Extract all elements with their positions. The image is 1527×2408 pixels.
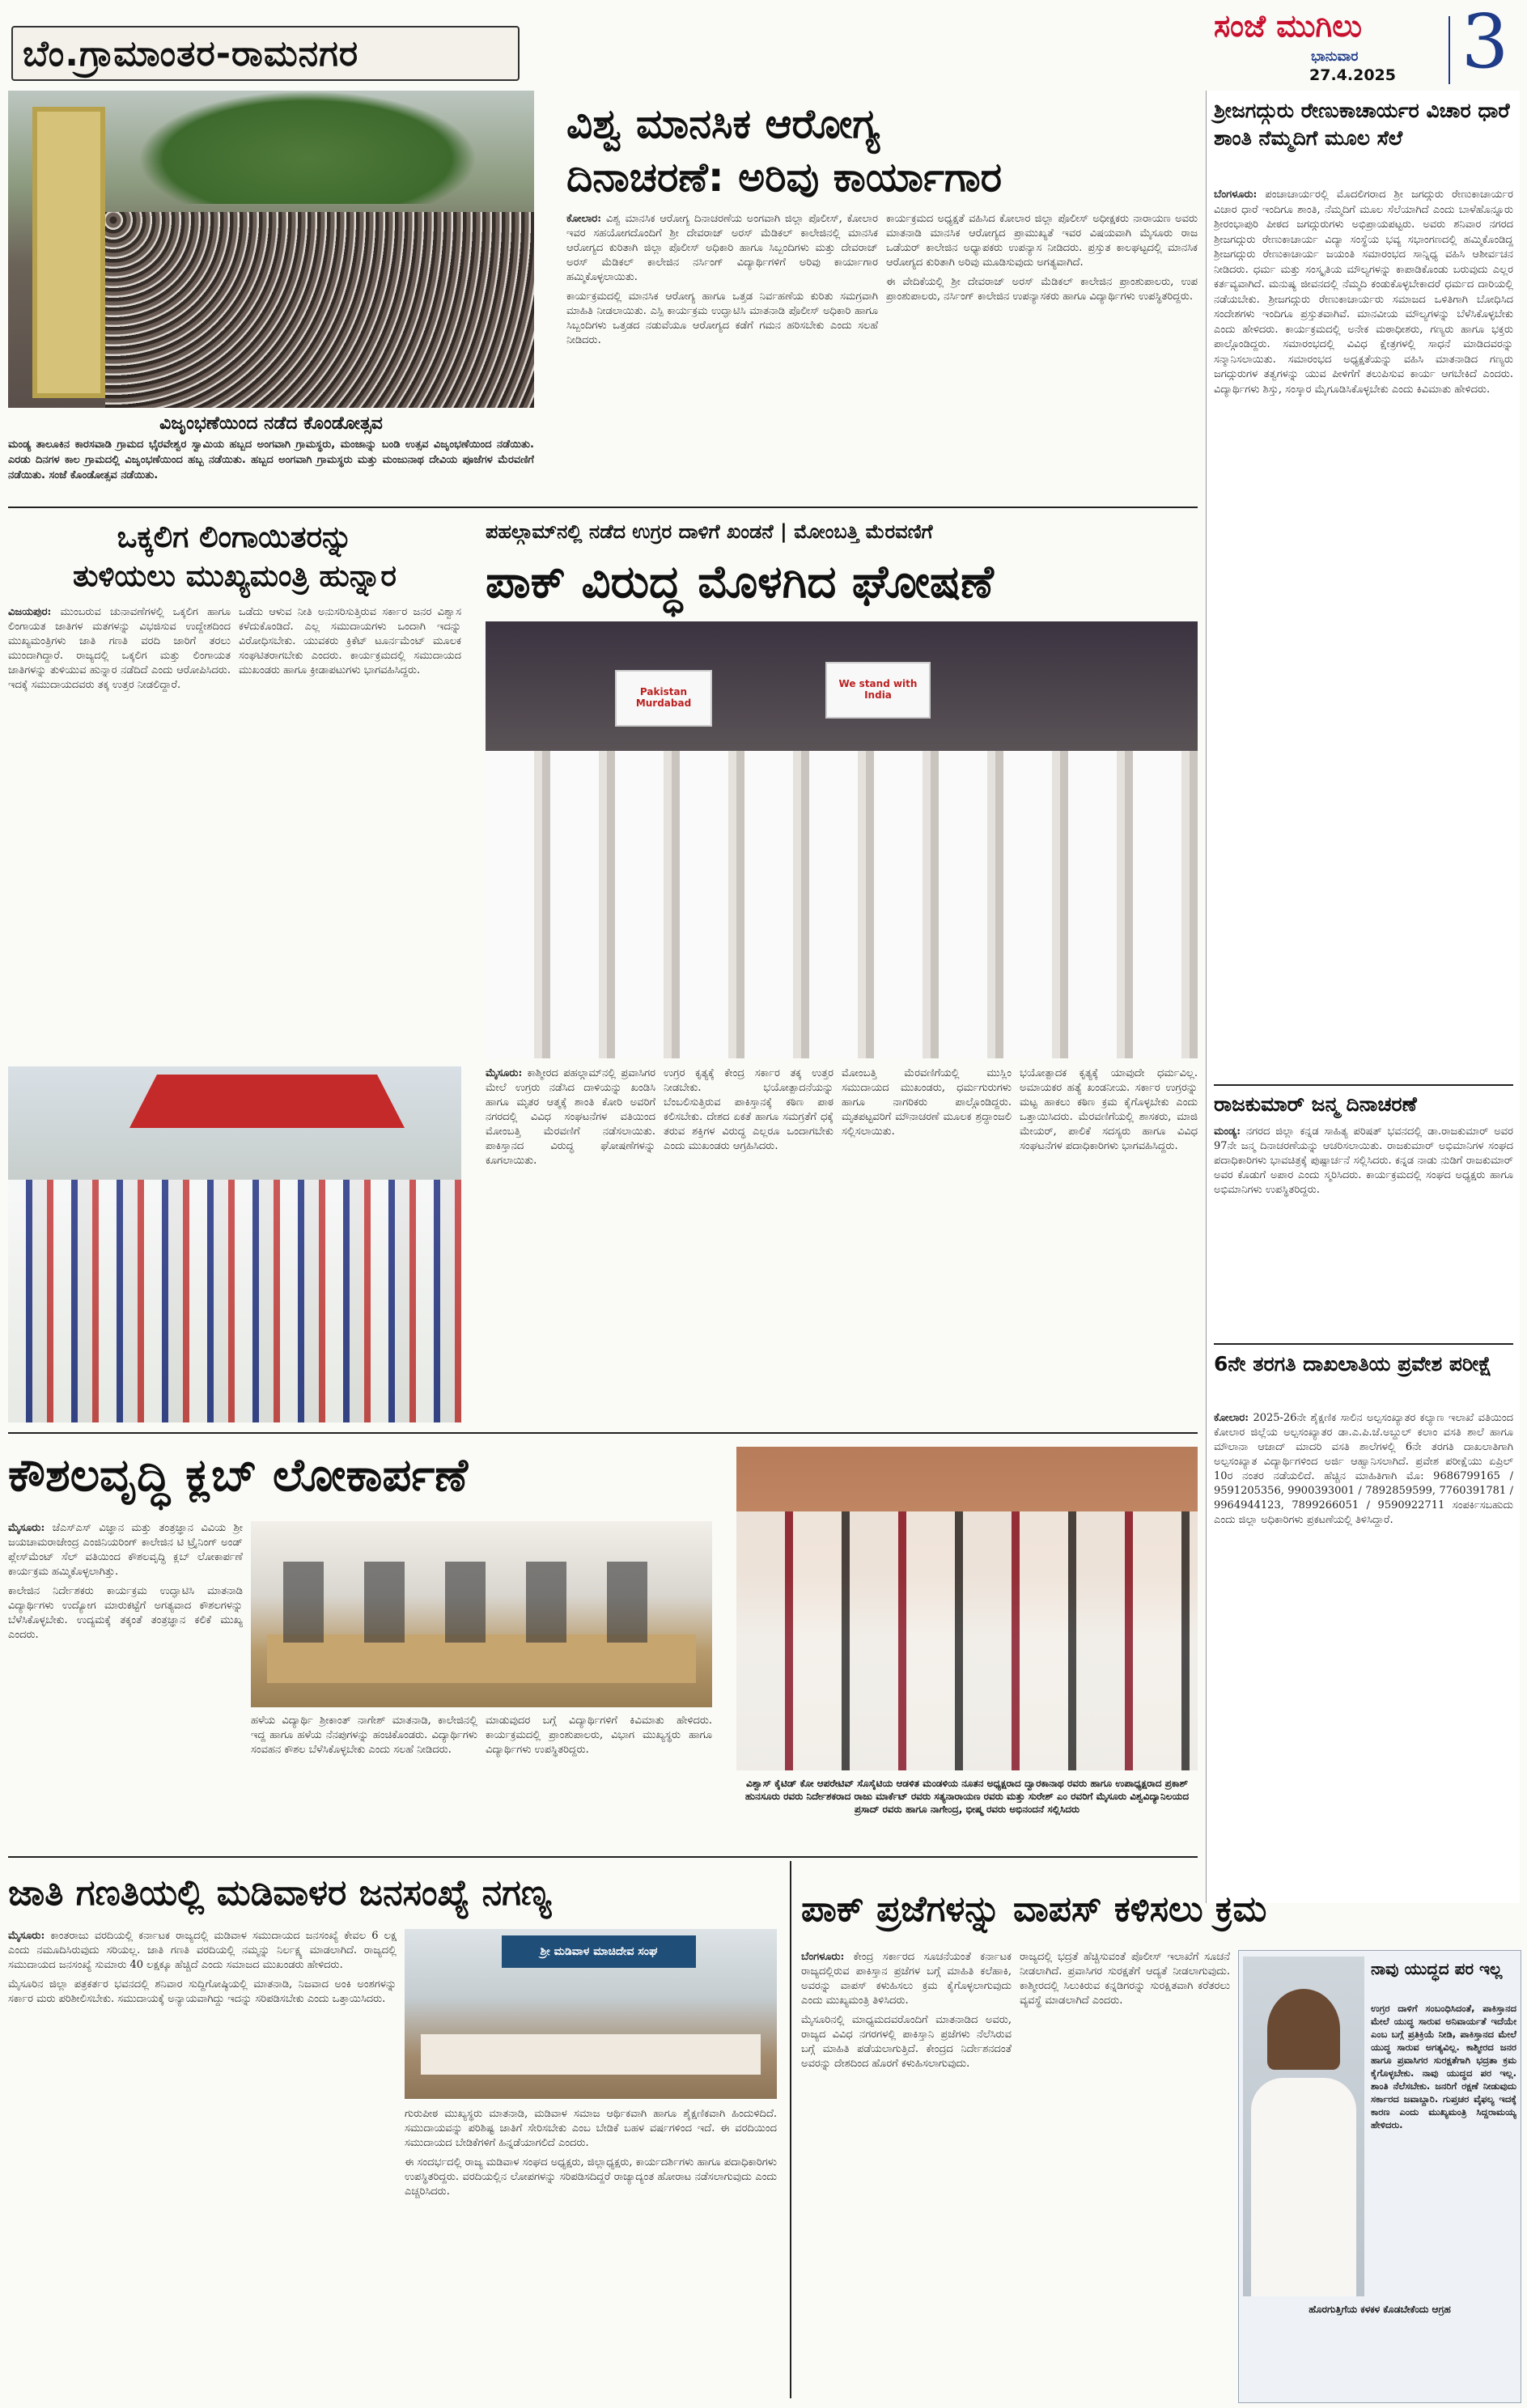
body-text: 2025-26ನೇ ಶೈಕ್ಷಣಿಕ ಸಾಲಿನ ಅಲ್ಪಸಂಖ್ಯಾತರ ಕಲ್ಯಾಣ ಇಲಾಖೆ ವತಿಯಿಂದ ಕೋಲಾರ ಜಿಲ್ಲೆಯ ಅಲ್ಪಸಂಖ್ಯಾತರ ಡಾ.ಎ.ಪಿ.ಜೆ.ಅಬ್ದುಲ್ ಕಲಾಂ ವಸತಿ ಶಾಲೆ ಹಾಗೂ ಮೌಲಾನಾ ಆಜಾದ್ ಮಾದರಿ ವಸತಿ ಶಾಲೆಗಳಲ್ಲಿ 6ನೇ ತರಗತಿ ದಾಖಲಾತಿಗಾಗಿ ಅಲ್ಪಸಂಖ್ಯಾತ ವಿದ್ಯಾರ್ಥಿಗಳಿಂದ ಅರ್ಜಿ ಆಹ್ವಾನಿಸಲಾಗಿದೆ. ಪ್ರವೇಶ ಪರೀಕ್ಷೆಯು ಏಪ್ರಿಲ್ 10ರ ನಂತರ ನಡೆಯಲಿದೆ. ಹೆಚ್ಚಿನ ಮಾಹಿತಿಗಾಗಿ ಮೊ: 9686799165 / 9591205356, 9900393001 / 7892859599, 7760391781 / 9964944123, 7899266051 / 9590922711 ಸಂಪರ್ಕಿಸಬಹುದು ಎಂದು ಜಿಲ್ಲಾ ಅಧಿಕಾರಿಗಳು ಪ್ರಕಟಣೆಯಲ್ಲಿ ತಿಳಿಸಿದ್ದಾರೆ. [1214,1412,1513,1526]
festival-crowd-photo [8,91,534,408]
felicitated-persons [736,1511,1198,1770]
protest-placard: Pakistan Murdabad [615,670,712,727]
body-text: ಮುಂಬರುವ ಚುನಾವಣೆಗಳಲ್ಲಿ ಒಕ್ಕಲಿಗ ಹಾಗೂ ಲಿಂಗಾಯತ ಜಾತಿಗಳ ಮತಗಳನ್ನು ವಿಭಜಿಸುವ ಉದ್ದೇಶದಿಂದ ಮುಖ್ಯಮಂತ್ರಿಗಳು ಜಾತಿ ಗಣತಿ ವರದಿ ಜಾರಿಗೆ ತರಲು ಮುಂದಾಗಿದ್ದಾರೆ. ರಾಜ್ಯದಲ್ಲಿ ಒಕ್ಕಲಿಗ ಮತ್ತು ಲಿಂಗಾಯತ ಜಾತಿಗಳನ್ನು ತುಳಿಯುವ ಹುನ್ನಾರ ನಡೆದಿದೆ ಎಂದು ಆರೋಪಿಸಿದರು. ಇದಕ್ಕೆ ಸಮುದಾಯದವರು ತಕ್ಕ ಉತ್ತರ ನೀಡಲಿದ್ದಾರೆ. [8,606,231,691]
body-text: ಕಾಶ್ಮೀರದ ಪಹಲ್ಗಾಮ್‌ನಲ್ಲಿ ಪ್ರವಾಸಿಗರ ಮೇಲೆ ಉಗ್ರರು ನಡೆಸಿದ ದಾಳಿಯನ್ನು ಖಂಡಿಸಿ ಹಾಗೂ ಮೃತರ ಆತ್ಮಕ್ಕೆ ಶಾಂತಿ ಕೋರಿ ಅವರಿಗೆ ನಗರದಲ್ಲಿ ವಿವಿಧ ಸಂಘಟನೆಗಳ ವತಿಯಿಂದ ಮೋಂಬತ್ತಿ ಮೆರವಣಿಗೆ ನಡೆಸಲಾಯಿತು. ಪಾಕಿಸ್ತಾನದ ವಿರುದ್ಧ ಘೋಷಣೆಗಳನ್ನು ಕೂಗಲಾಯಿತು. [486,1067,655,1167]
admission-body [1214,1411,1513,1872]
body-text: ನಗರದ ಜಿಲ್ಲಾ ಕನ್ನಡ ಸಾಹಿತ್ಯ ಪರಿಷತ್ ಭವನದಲ್ಲಿ ಡಾ.ರಾಜಕುಮಾರ್ ಅವರ 97ನೇ ಜನ್ಮ ದಿನಾಚರಣೆಯನ್ನು ಆಚರಿಸಲಾಯಿತು. ರಾಜಕುಮಾರ್ ಅಭಿಮಾನಿಗಳ ಸಂಘದ ಪದಾಧಿಕಾರಿಗಳು ಭಾವಚಿತ್ರಕ್ಕೆ ಪುಷ್ಪಾರ್ಚನೆ ಸಲ್ಲಿಸಿದರು. ಕನ್ನಡ ನಾಡು ನುಡಿಗೆ ರಾಜಕುಮಾರ್ ಅವರ ಕೊಡುಗೆ ಅಪಾರ ಎಂದು ಸ್ಮರಿಸಿದರು. ಕಾರ್ಯಕ್ರಮದಲ್ಲಿ ಸಂಘದ ಅಧ್ಯಕ್ಷರು ಹಾಗೂ ಅಭಿಮಾನಿಗಳು ಉಪಸ್ಥಿತರಿದ್ದರು. [1214,1126,1513,1196]
divider [8,507,1198,508]
body-text: ಕಾಲೇಜಿನ ನಿರ್ದೇಶಕರು ಕಾರ್ಯಕ್ರಮ ಉದ್ಘಾಟಿಸಿ ಮಾತನಾಡಿ ವಿದ್ಯಾರ್ಥಿಗಳು ಉದ್ಯೋಗ ಮಾರುಕಟ್ಟೆಗೆ ಅಗತ್ಯವಾದ ಕೌಶಲಗಳನ್ನು ಬೆಳೆಸಿಕೊಳ್ಳಬೇಕು. ಉದ್ಯಮಕ್ಕೆ ತಕ್ಕಂತೆ ತಂತ್ರಜ್ಞಾನ ಕಲಿಕೆ ಮುಖ್ಯ ಎಂದರು. [8,1585,243,1641]
publish-date: 27.4.2025 [1309,66,1396,84]
protest-crowd [486,751,1198,1058]
pak-citizens-headline: ಪಾಕ್ ಪ್ರಜೆಗಳನ್ನು ವಾಪಸ್ ಕಳಿಸಲು ಕ್ರಮ [801,1889,1267,1930]
body-text: ಈ ಸಂದರ್ಭದಲ್ಲಿ ರಾಜ್ಯ ಮಡಿವಾಳ ಸಂಘದ ಅಧ್ಯಕ್ಷರು, ಜಿಲ್ಲಾಧ್ಯಕ್ಷರು, ಕಾರ್ಯದರ್ಶಿಗಳು ಹಾಗೂ ಪದಾಧಿಕಾರಿಗಳು ಉಪಸ್ಥಿತರಿದ್ದರು. ವರದಿಯಲ್ಲಿನ ಲೋಪಗಳನ್ನು ಸರಿಪಡಿಸದಿದ್ದರೆ ರಾಜ್ಯಾದ್ಯಂತ ಹೋರಾಟ ನಡೆಸಲಾಗುವುದು ಎಂದು ಎಚ್ಚರಿಸಿದರು. [405,2156,777,2198]
press-table [421,2034,761,2075]
okkaliga-col2: ಒಡೆದು ಆಳುವ ನೀತಿ ಅನುಸರಿಸುತ್ತಿರುವ ಸರ್ಕಾರ ಜನರ ವಿಶ್ವಾಸ ಕಳೆದುಕೊಂಡಿದೆ. ಎಲ್ಲ ಸಮುದಾಯಗಳು ಒಂದಾಗಿ ಇದನ್ನು ವಿರೋಧಿಸಬೇಕು. ಯುವಕರು ಕ್ರಿಕೆಟ್ ಟೂರ್ನಮೆಂಟ್ ಮೂಲಕ ಸಂಘಟಿತರಾಗಬೇಕು ಎಂದರು. ಕಾರ್ಯಕ್ರಮದಲ್ಲಿ ಸಮುದಾಯದ ಮುಖಂಡರು ಹಾಗೂ ಕ್ರೀಡಾಪಟುಗಳು ಭಾಗವಹಿಸಿದ್ದರು. [239,606,461,676]
cm-quote-body: ಉಗ್ರರ ದಾಳಿಗೆ ಸಂಬಂಧಿಸಿದಂತೆ, ಪಾಕಿಸ್ತಾನದ ಮೇಲೆ ಯುದ್ಧ ಸಾರುವ ಅನಿವಾರ್ಯತೆ ಇದೆಯೇ ಎಂಬ ಬಗ್ಗೆ ಪ್ರತಿಕ್ರಿಯೆ ನೀಡಿ, ಪಾಕಿಸ್ತಾನದ ಮೇಲೆ ಯುದ್ಧ ಸಾರುವ ಅಗತ್ಯವಿಲ್ಲ. ಕಾಶ್ಮೀರದ ಜನರ ಹಾಗೂ ಪ್ರವಾಸಿಗರ ಸುರಕ್ಷತೆಗಾಗಿ ಭದ್ರತಾ ಕ್ರಮ ಕೈಗೊಳ್ಳಬೇಕು. ನಾವು ಯುದ್ಧದ ಪರ ಇಲ್ಲ. ಶಾಂತಿ ನೆಲೆಸಬೇಕು. ಜನರಿಗೆ ರಕ್ಷಣೆ ನೀಡುವುದು ಸರ್ಕಾರದ ಜವಾಬ್ದಾರಿ. ಗುಪ್ತಚರ ವೈಫಲ್ಯ ಇದಕ್ಕೆ ಕಾರಣ ಎಂದು ಮುಖ್ಯಮಂತ್ರಿ ಸಿದ್ದರಾಮಯ್ಯ ಹೇಳಿದರು. [1371,2003,1516,2130]
kaushalya-col2: ಹಳೆಯ ವಿದ್ಯಾರ್ಥಿ ಶ್ರೀಕಾಂತ್ ನಾಗೇಶ್ ಮಾತನಾಡಿ, ಕಾಲೇಜಿನಲ್ಲಿ ಇದ್ದ ಹಾಗೂ ಹಳೆಯ ನೆನಪುಗಳನ್ನು ಹಂಚಿಕೊಂಡರು. ವಿದ್ಯಾರ್ಥಿಗಳು ಸಂವಹನ ಕೌಶಲ ಬೆಳೆಸಿಕೊಳ್ಳಬೇಕು ಎಂದು ಸಲಹೆ ನೀಡಿದರು. [251,1715,477,1756]
headline-line2: ತುಳಿಯಲು ಮುಖ್ಯಮಂತ್ರಿ ಹುನ್ನಾರ [72,558,397,593]
dateline: ಮೈಸೂರು: [8,1522,45,1534]
players-group [8,1180,461,1422]
mental-health-col1 [566,212,878,495]
body-text: ಈ ವೇದಿಕೆಯಲ್ಲಿ ಶ್ರೀ ದೇವರಾಜ್ ಅರಸ್ ಮೆಡಿಕಲ್ ಕಾಲೇಜಿನ ಪ್ರಾಂಶುಪಾಲರು, ಉಪ ಪ್ರಾಂಶುಪಾಲರು, ನರ್ಸಿಂಗ್ ಕಾಲೇಜಿನ ಉಪನ್ಯಾಸಕರು ಹಾಗೂ ವಿದ್ಯಾರ್ಥಿಗಳು ಉಪಸ್ಥಿತರಿದ್ದರು. [886,276,1198,303]
body-text: ಕೇಂದ್ರ ಸರ್ಕಾರದ ಸೂಚನೆಯಂತೆ ಕರ್ನಾಟಕ ರಾಜ್ಯದಲ್ಲಿರುವ ಪಾಕಿಸ್ತಾನ ಪ್ರಜೆಗಳ ಬಗ್ಗೆ ಮಾಹಿತಿ ಕಲೆಹಾಕಿ, ಅವರನ್ನು ವಾಪಸ್ ಕಳುಹಿಸಲು ಕ್ರಮ ಕೈಗೊಳ್ಳಲಾಗುವುದು ಎಂದು ಮುಖ್ಯಮಂತ್ರಿ ತಿಳಿಸಿದರು. [801,1951,1012,2007]
dateline: ಮೈಸೂರು: [486,1067,523,1079]
festival-caption-body: ಮಂಡ್ಯ ತಾಲೂಕಿನ ಕಾರಸವಾಡಿ ಗ್ರಾಮದ ಭೈರವೇಶ್ವರ ಸ್ವಾಮಿಯ ಹಬ್ಬದ ಅಂಗವಾಗಿ ಗ್ರಾಮಸ್ಥರು, ಮಂಜಾನ್ನು ಬಂಡಿ ಉತ್ಸವ ವಿಜೃಂಭಣೆಯಿಂದ ನಡೆಯಿತು. ಎರಡು ದಿನಗಳ ಕಾಲ ಗ್ರಾಮದಲ್ಲಿ ವಿಜೃಂಭಣೆಯಿಂದ ಹಬ್ಬ ನಡೆಯಿತು. ಹಬ್ಬದ ಅಂಗವಾಗಿ ಗ್ರಾಮಸ್ಥರು ಮತ್ತು ಮಂಜುನಾಥ ದೇವಿಯ ಪೂಜೆಗಳ ಮೆರವಣಿಗೆ ನಡೆಯಿತು. ಸಂಜೆ ಕೊಂಡೋತ್ಸವ ನಡೆಯಿತು. [8,439,534,481]
madivala-col2 [405,2107,777,2398]
body-text: ಕಾಂತರಾಜು ವರದಿಯಲ್ಲಿ ಕರ್ನಾಟಕ ರಾಜ್ಯದಲ್ಲಿ ಮಡಿವಾಳ ಸಮುದಾಯದ ಜನಸಂಖ್ಯೆ ಕೇವಲ 6 ಲಕ್ಷ ಎಂದು ನಮೂದಿಸಿರುವುದು ಸರಿಯಲ್ಲ. ಜಾತಿ ಗಣತಿ ವರದಿಯಲ್ಲಿ ನಮ್ಮನ್ನು ನಿರ್ಲಕ್ಷ್ಯ ಮಾಡಲಾಗಿದೆ. ರಾಜ್ಯದಲ್ಲಿ ಸಮುದಾಯದ ಜನಸಂಖ್ಯೆ ಸುಮಾರು 40 ಲಕ್ಷಕ್ಕೂ ಹೆಚ್ಚಿದೆ ಎಂದು ಸಮಾಜದ ಮುಖಂಡರು ಹೇಳಿದರು. [8,1930,397,1971]
guests-row [283,1562,688,1643]
headline-line1: ವಿಶ್ವ ಮಾನಸಿಕ ಆರೋಗ್ಯ [566,100,880,147]
press-meet-photo [405,1929,777,2099]
dateline: ಮಂಡ್ಯ: [1214,1126,1241,1138]
madivala-headline: ಜಾತಿ ಗಣತಿಯಲ್ಲಿ ಮಡಿವಾಳರ ಜನಸಂಖ್ಯೆ ನಗಣ್ಯ [8,1872,552,1914]
kaushalya-col1 [8,1521,243,1796]
cm-portrait-figure [1267,1989,1340,2070]
mental-health-headline [566,97,1181,204]
pahalgam-col4: ಭಯೋತ್ಪಾದಕ ಕೃತ್ಯಕ್ಕೆ ಯಾವುದೇ ಧರ್ಮವಿಲ್ಲ. ಅಮಾಯಕರ ಹತ್ಯೆ ಖಂಡನೀಯ. ಸರ್ಕಾರ ಉಗ್ರರನ್ನು ಮಟ್ಟ ಹಾಕಲು ಕಠಿಣ ಕ್ರಮ ಕೈಗೊಳ್ಳಬೇಕು ಎಂದು ಒತ್ತಾಯಿಸಿದರು. ಮೆರವಣಿಗೆಯಲ್ಲಿ ಶಾಸಕರು, ಮಾಜಿ ಮೇಯರ್, ಪಾಲಿಕೆ ಸದಸ್ಯರು ಹಾಗೂ ವಿವಿಧ ಸಂಘಟನೆಗಳ ಪದಾಧಿಕಾರಿಗಳು ಭಾಗವಹಿಸಿದ್ದರು. [1020,1067,1198,1152]
body-text: ಪಂಚಾಚಾರ್ಯರಲ್ಲಿ ಮೊದಲಿಗರಾದ ಶ್ರೀ ಜಗದ್ಗುರು ರೇಣುಕಾಚಾರ್ಯರ ವಿಚಾರ ಧಾರೆ ಇಂದಿಗೂ ಶಾಂತಿ, ನೆಮ್ಮದಿಗೆ ಮೂಲ ಸೆಲೆಯಾಗಿದೆ ಎಂದು ಬಾಳೆಹೊನ್ನೂರು ಶ್ರೀರಂಭಾಪುರಿ ಪೀಠದ ಜಗದ್ಗುರುಗಳು ಅಭಿಪ್ರಾಯಪಟ್ಟರು. ಅವರು ಶನಿವಾರ ನಗರದ ಶ್ರೀಜಗದ್ಗುರು ರೇಣುಕಾಚಾರ್ಯ ವಿದ್ಯಾ ಸಂಸ್ಥೆಯ ಭವ್ಯ ಸಭಾಂಗಣದಲ್ಲಿ ಹಮ್ಮಿಕೊಂಡಿದ್ದ ಶ್ರೀಜಗದ್ಗುರು ರೇಣುಕಾಚಾರ್ಯ ಜಯಂತಿ ಸಮಾರಂಭದ ಸಾನ್ನಿಧ್ಯ ವಹಿಸಿ ಆಶೀರ್ವಚನ ನೀಡಿದರು. ಧರ್ಮ ಮತ್ತು ಸಂಸ್ಕೃತಿಯ ಮೌಲ್ಯಗಳನ್ನು ಕಾಪಾಡಿಕೊಂಡು ಬರುವುದು ಎಲ್ಲರ ಕರ್ತವ್ಯವಾಗಿದೆ. ಮನುಷ್ಯ ಜೀವನದಲ್ಲಿ ನೆಮ್ಮದಿ ಕಂಡುಕೊಳ್ಳಬೇಕಾದರೆ ಧರ್ಮದ ದಾರಿಯಲ್ಲಿ ನಡೆಯಬೇಕು. ಶ್ರೀಜಗದ್ಗುರು ರೇಣುಕಾಚಾರ್ಯರು ಸಮಾಜದ ಒಳಿತಿಗಾಗಿ ಬೋಧಿಸಿದ ಸಂದೇಶಗಳು ಇಂದಿಗೂ ಪ್ರಸ್ತುತವಾಗಿವೆ. ಮಾನವೀಯ ಮೌಲ್ಯಗಳನ್ನು ಬೆಳೆಸಿಕೊಳ್ಳಬೇಕು ಎಂದು ಹೇಳಿದರು. ಕಾರ್ಯಕ್ರಮದಲ್ಲಿ ಅನೇಕ ಮಠಾಧೀಶರು, ಗಣ್ಯರು ಹಾಗೂ ಭಕ್ತರು ಪಾಲ್ಗೊಂಡಿದ್ದರು. ಸಮಾರಂಭದಲ್ಲಿ ವಿವಿಧ ಕ್ಷೇತ್ರಗಳಲ್ಲಿ ಸಾಧನೆ ಮಾಡಿದವರನ್ನು ಸನ್ಮಾನಿಸಲಾಯಿತು. ಸಮಾರಂಭದ ಅಧ್ಯಕ್ಷತೆಯನ್ನು ವಹಿಸಿ ಮಾತನಾಡಿದ ಗಣ್ಯರು ಜಗದ್ಗುರುಗಳ ತತ್ವಗಳನ್ನು ಯುವ ಪೀಳಿಗೆಗೆ ತಲುಪಿಸುವ ಕಾರ್ಯ ಆಗಬೇಕಿದೆ ಎಂದರು. ವಿದ್ಯಾರ್ಥಿಗಳು ಶಿಸ್ತು, ಸಂಸ್ಕಾರ ಮೈಗೂಡಿಸಿಕೊಳ್ಳಬೇಕು ಎಂದು ಕಿವಿಮಾತು ಹೇಳಿದರು. [1214,189,1513,396]
renuka-headline: ಶ್ರೀಜಗದ್ಗುರು ರೇಣುಕಾಚಾರ್ಯರ ವಿಚಾರ ಧಾರೆ ಶಾಂತಿ ನೆಮ್ಮದಿಗೆ ಮೂಲ ಸೆಲೆ [1214,99,1510,150]
dateline: ಮೈಸೂರು: [8,1930,45,1942]
cm-portrait-photo [1243,1956,1364,2296]
renuka-body [1214,188,1513,1084]
pak-citizens-col1 [801,1950,1012,2403]
body-text: ಗುರುಪೀಠ ಮುಖ್ಯಸ್ಥರು ಮಾತನಾಡಿ, ಮಡಿವಾಳ ಸಮಾಜ ಆರ್ಥಿಕವಾಗಿ ಹಾಗೂ ಶೈಕ್ಷಣಿಕವಾಗಿ ಹಿಂದುಳಿದಿದೆ. ಸಮುದಾಯವನ್ನು ಪರಿಶಿಷ್ಟ ಜಾತಿಗೆ ಸೇರಿಸಬೇಕು ಎಂಬ ಬೇಡಿಕೆ ಬಹಳ ವರ್ಷಗಳಿಂದ ಇದೆ. ಈ ವರದಿಯಿಂದ ಸಮುದಾಯದ ಬೇಡಿಕೆಗಳಿಗೆ ಹಿನ್ನಡೆಯಾಗಲಿದೆ ಎಂದರು. [405,2108,777,2149]
dateline: ಬೆಂಗಳೂರು: [801,1951,845,1963]
body-text: ವಿಶ್ವ ಮಾನಸಿಕ ಆರೋಗ್ಯ ದಿನಾಚರಣೆಯ ಅಂಗವಾಗಿ ಜಿಲ್ಲಾ ಪೊಲೀಸ್, ಕೋಲಾರ ಇವರ ಸಹಯೋಗದೊಂದಿಗೆ ಶ್ರೀ ದೇವರಾಜ್ ಅರಸ್ ಮೆಡಿಕಲ್ ಕಾಲೇಜಿನಲ್ಲಿ ಮಾನಸಿಕ ಆರೋಗ್ಯದ ಕುರಿತಾಗಿ ಜಿಲ್ಲಾ ಪೊಲೀಸ್ ಅಧಿಕಾರಿ ಹಾಗೂ ಸಿಬ್ಬಂದಿಗಳು ಮತ್ತು ದೇವರಾಜ್ ಅರಸ್ ಮೆಡಿಕಲ್ ಕಾಲೇಜಿನ ನರ್ಸಿಂಗ್ ವಿದ್ಯಾರ್ಥಿಗಳಿಗೆ ಅರಿವು ಕಾರ್ಯಾಗಾರ ಹಮ್ಮಿಕೊಳ್ಳಲಾಯಿತು. [566,213,878,283]
pahalgam-kicker: ಪಹಲ್ಗಾಮ್‌ನಲ್ಲಿ ನಡೆದ ಉಗ್ರರ ದಾಳಿಗೆ ಖಂಡನೆ | ಮೋಂಬತ್ತಿ ಮೆರವಣಿಗೆ [486,520,933,543]
divider [1214,1084,1513,1086]
candle-march-photo [486,621,1198,1058]
brand-name: ಸಂಜೆ ಮುಗಿಲು [1214,8,1363,44]
divider [790,1861,791,2398]
cm-white-attire [1251,2078,1356,2296]
red-canopy-tent [129,1075,405,1164]
cooperative-caption: ವಿಶ್ವಾಸ್ ಕೈಟಿಡ್ ಕೋ ಆಪರೇಟಿವ್ ಸೊಸೈಟಿಯ ಆಡಳಿತ ಮಂಡಳಿಯ ನೂತನ ಅಧ್ಯಕ್ಷರಾದ ದ್ವಾರಕಾನಾಥ ರವರು ಹಾಗೂ ಉಪಾಧ್ಯಕ್ಷರಾದ ಪ್ರಕಾಶ್ ಹುನಸೂರು ರವರು ನಿರ್ದೇಶಕರಾದ ರಾಜು ಮಾರ್ಕೆಟ್ ರವರು ಸತ್ಯನಾರಾಯಣ ರವರು ಮತ್ತು ಸುರೇಶ್ ಎಂ ರವರಿಗೆ ಮೈಸೂರು ವಿಶ್ವವಿದ್ಯಾನಿಲಯದ ಪ್ರಸಾದ್ ರವರು ಹಾಗೂ ನಾಗೇಂದ್ರ, ಭೀಷ್ಮ ರವರು ಅಭಿನಂದನೆ ಸಲ್ಲಿಸಿದರು [744,1778,1190,1815]
mental-health-col2 [886,212,1198,495]
crowd [105,212,534,408]
kaushalya-headline: ಕೌಶಲವೃದ್ಧಿ ಕ್ಲಬ್ ಲೋಕಾರ್ಪಣೆ [8,1449,469,1502]
admission-headline: 6ನೇ ತರಗತಿ ದಾಖಲಾತಿಯ ಪ್ರವೇಶ ಪರೀಕ್ಷೆ [1214,1352,1492,1376]
cooperative-felicitation-photo [736,1447,1198,1770]
section-title: ಬೆಂ.ಗ್ರಾಮಾಂತರ-ರಾಮನಗರ [23,32,359,74]
rajkumar-headline: ರಾಜಕುಮಾರ್ ಜನ್ಮ ದಿನಾಚರಣೆ [1214,1092,1417,1116]
publish-day: ಭಾನುವಾರ [1311,49,1359,65]
rajkumar-body [1214,1125,1513,1337]
headline-line1: ಒಕ್ಕಲಿಗ ಲಿಂಗಾಯಿತರನ್ನು [117,519,353,554]
headline-line2: ದಿನಾಚರಣೆ: ಅರಿವು ಕಾರ್ಯಾಗಾರ [566,154,1003,201]
dateline: ವಿಜಯಪುರ: [8,606,52,618]
body-text: ಕಾರ್ಯಕ್ರಮದ ಅಧ್ಯಕ್ಷತೆ ವಹಿಸಿದ ಕೋಲಾರ ಜಿಲ್ಲಾ ಪೊಲೀಸ್ ಅಧೀಕ್ಷಕರು ನಾರಾಯಣ ಅವರು ಮಾತನಾಡಿ ಮಾನಸಿಕ ಆರೋಗ್ಯದ ಪ್ರಾಮುಖ್ಯತೆ ಇವರ ವಿಷಯವಾಗಿ ಮೈಸೂರು ರಾಜ ಒಡೆಯರ್ ಕಾಲೇಜಿನ ಅಧ್ಯಾಪಕರು ಉಪನ್ಯಾಸ ನೀಡಿದರು. ಪ್ರಸ್ತುತ ಕಾಲಘಟ್ಟದಲ್ಲಿ ಮಾನಸಿಕ ಆರೋಗ್ಯದ ಕುರಿತಾಗಿ ಅರಿವು ಮೂಡಿಸುವುದು ಅಗತ್ಯವಾಗಿದೆ. [886,213,1198,269]
press-banner: ಶ್ರೀ ಮಡಿವಾಳ ಮಾಚಿದೇವ ಸಂಘ [502,1935,696,1968]
cricket-team-photo [8,1066,461,1422]
body-text: ಮೈಸೂರಿನಲ್ಲಿ ಮಾಧ್ಯಮದವರೊಂದಿಗೆ ಮಾತನಾಡಿದ ಅವರು, ರಾಜ್ಯದ ವಿವಿಧ ನಗರಗಳಲ್ಲಿ ಪಾಕಿಸ್ತಾನಿ ಪ್ರಜೆಗಳು ನೆಲೆಸಿರುವ ಬಗ್ಗೆ ಮಾಹಿತಿ ಪಡೆಯಲಾಗುತ್ತಿದೆ. ಕೇಂದ್ರದ ನಿರ್ದೇಶನದಂತೆ ಅವರನ್ನು ದೇಶದಿಂದ ಹೊರಗೆ ಕಳುಹಿಸಲಾಗುವುದು. [801,2014,1012,2070]
pahalgam-col1 [486,1066,655,1422]
festival-caption-title: ವಿಜೃಂಭಣೆಯಿಂದ ನಡೆದ ಕೊಂಡೋತ್ಸವ [159,413,383,434]
dateline: ಕೋಲಾರ: [566,213,602,225]
body-text: ಜೆಎಸ್‌ಎಸ್ ವಿಜ್ಞಾನ ಮತ್ತು ತಂತ್ರಜ್ಞಾನ ವಿವಿಯ ಶ್ರೀ ಜಯಚಾಮರಾಜೇಂದ್ರ ಎಂಜಿನಿಯರಿಂಗ್ ಕಾಲೇಜಿನ ಟಿ ಟ್ರೈನಿಂಗ್ ಅಂಡ್ ಪ್ಲೇಸ್‌ಮೆಂಟ್ ಸೆಲ್ ವತಿಯಿಂದ ಕೌಶಲವೃದ್ಧಿ ಕ್ಲಬ್ ಲೋಕಾರ್ಪಣೆ ಕಾರ್ಯಕ್ರಮ ಹಮ್ಮಿಕೊಳ್ಳಲಾಗಿತ್ತು. [8,1522,243,1578]
masthead-logo [1214,8,1449,87]
cm-photo-caption: ಹೊರಗುತ್ತಿಗೆಯ ಕಳಕಳ ಕೊಡಬೇಕೆಂದು ಆಗ್ರಹ [1309,2304,1451,2315]
madivala-col1 [8,1929,397,2398]
pahalgam-headline: ಪಾಕ್ ವಿರುದ್ಧ ಮೊಳಗಿದ ಘೋಷಣೆ [486,556,994,608]
temple-structure [32,107,105,398]
divider [8,1856,1198,1858]
divider [8,1432,1198,1434]
protest-placard: We stand with India [825,662,931,719]
page-number: 3 [1461,0,1509,85]
okkaliga-headline [8,518,461,596]
kaushalya-col3: ಮಾಡುವುದರ ಬಗ್ಗೆ ವಿದ್ಯಾರ್ಥಿಗಳಿಗೆ ಕಿವಿಮಾತು ಹೇಳಿದರು. ಕಾರ್ಯಕ್ರಮದಲ್ಲಿ ಪ್ರಾಂಶುಪಾಲರು, ವಿಭಾಗ ಮುಖ್ಯಸ್ಥರು ಹಾಗೂ ವಿದ್ಯಾರ್ಥಿಗಳು ಉಪಸ್ಥಿತರಿದ್ದರು. [486,1715,712,1756]
section-banner [11,26,520,81]
dateline: ಬೆಂಗಳೂರು: [1214,189,1258,201]
pahalgam-col3: ಮೋಂಬತ್ತಿ ಮೆರವಣಿಗೆಯಲ್ಲಿ ಮುಸ್ಲಿಂ ಸಮುದಾಯದ ಮುಖಂಡರು, ಧರ್ಮಗುರುಗಳು ಹಾಗೂ ನಾಗರಿಕರು ಪಾಲ್ಗೊಂಡಿದ್ದರು. ಮೃತಪಟ್ಟವರಿಗೆ ಮೌನಾಚರಣೆ ಮೂಲಕ ಶ್ರದ್ಧಾಂಜಲಿ ಸಲ್ಲಿಸಲಾಯಿತು. [842,1067,1012,1138]
tree-canopy [138,91,477,204]
divider [1214,1343,1513,1345]
pahalgam-col2: ಉಗ್ರರ ಕೃತ್ಯಕ್ಕೆ ಕೇಂದ್ರ ಸರ್ಕಾರ ತಕ್ಕ ಉತ್ತರ ನೀಡಬೇಕು. ಭಯೋತ್ಪಾದನೆಯನ್ನು ಬೆಂಬಲಿಸುತ್ತಿರುವ ಪಾಕಿಸ್ತಾನಕ್ಕೆ ಕಠಿಣ ಪಾಠ ಕಲಿಸಬೇಕು. ದೇಶದ ಏಕತೆ ಹಾಗೂ ಸಮಗ್ರತೆಗೆ ಧಕ್ಕೆ ತರುವ ಶಕ್ತಿಗಳ ವಿರುದ್ಧ ಎಲ್ಲರೂ ಒಂದಾಗಬೇಕು ಎಂದು ಮುಖಂಡರು ಆಗ್ರಹಿಸಿದರು. [664,1067,833,1152]
divider [1449,16,1450,84]
okkaliga-col1 [8,605,231,1058]
dateline: ಕೋಲಾರ: [1214,1412,1249,1424]
pak-citizens-col2: ರಾಜ್ಯದಲ್ಲಿ ಭದ್ರತೆ ಹೆಚ್ಚಿಸುವಂತೆ ಪೊಲೀಸ್ ಇಲಾಖೆಗೆ ಸೂಚನೆ ನೀಡಲಾಗಿದೆ. ಪ್ರವಾಸಿಗರ ಸುರಕ್ಷತೆಗೆ ಆದ್ಯತೆ ನೀಡಲಾಗುವುದು. ಕಾಶ್ಮೀರದಲ್ಲಿ ಸಿಲುಕಿರುವ ಕನ್ನಡಿಗರನ್ನು ಸುರಕ್ಷಿತವಾಗಿ ಕರೆತರಲು ವ್ಯವಸ್ಥೆ ಮಾಡಲಾಗಿದೆ ಎಂದರು. [1020,1951,1230,2007]
body-text: ಕಾರ್ಯಕ್ರಮದಲ್ಲಿ ಮಾನಸಿಕ ಆರೋಗ್ಯ ಹಾಗೂ ಒತ್ತಡ ನಿರ್ವಹಣೆಯ ಕುರಿತು ಸಮಗ್ರವಾಗಿ ಮಾಹಿತಿ ನೀಡಲಾಯಿತು. ಎಸ್ಪಿ ಕಾರ್ಯಕ್ರಮ ಉದ್ಘಾಟಿಸಿ ಮಾತನಾಡಿ ಪೊಲೀಸ್ ಅಧಿಕಾರಿ ಹಾಗೂ ಸಿಬ್ಬಂದಿಗಳು ಒತ್ತಡದ ನಡುವೆಯೂ ಆರೋಗ್ಯದ ಕಡೆಗೆ ಗಮನ ಹರಿಸಬೇಕು ಎಂದು ಸಲಹೆ ನೀಡಿದರು. [566,290,878,346]
cm-quote-title: ನಾವು ಯುದ್ಧದ ಪರ ಇಲ್ಲ [1371,1959,1503,1978]
body-text: ಮೈಸೂರಿನ ಜಿಲ್ಲಾ ಪತ್ರಕರ್ತರ ಭವನದಲ್ಲಿ ಶನಿವಾರ ಸುದ್ದಿಗೋಷ್ಠಿಯಲ್ಲಿ ಮಾತನಾಡಿ, ನಿಜವಾದ ಅಂಕಿ ಅಂಶಗಳನ್ನು ಸರ್ಕಾರ ಮರು ಪರಿಶೀಲಿಸಬೇಕು. ಸಮುದಾಯಕ್ಕೆ ಅನ್ಯಾಯವಾಗಿದ್ದು ಇದನ್ನು ಸರಿಪಡಿಸಬೇಕು ಎಂದು ಒತ್ತಾಯಿಸಿದರು. [8,1978,397,2005]
club-launch-photo [251,1521,712,1707]
